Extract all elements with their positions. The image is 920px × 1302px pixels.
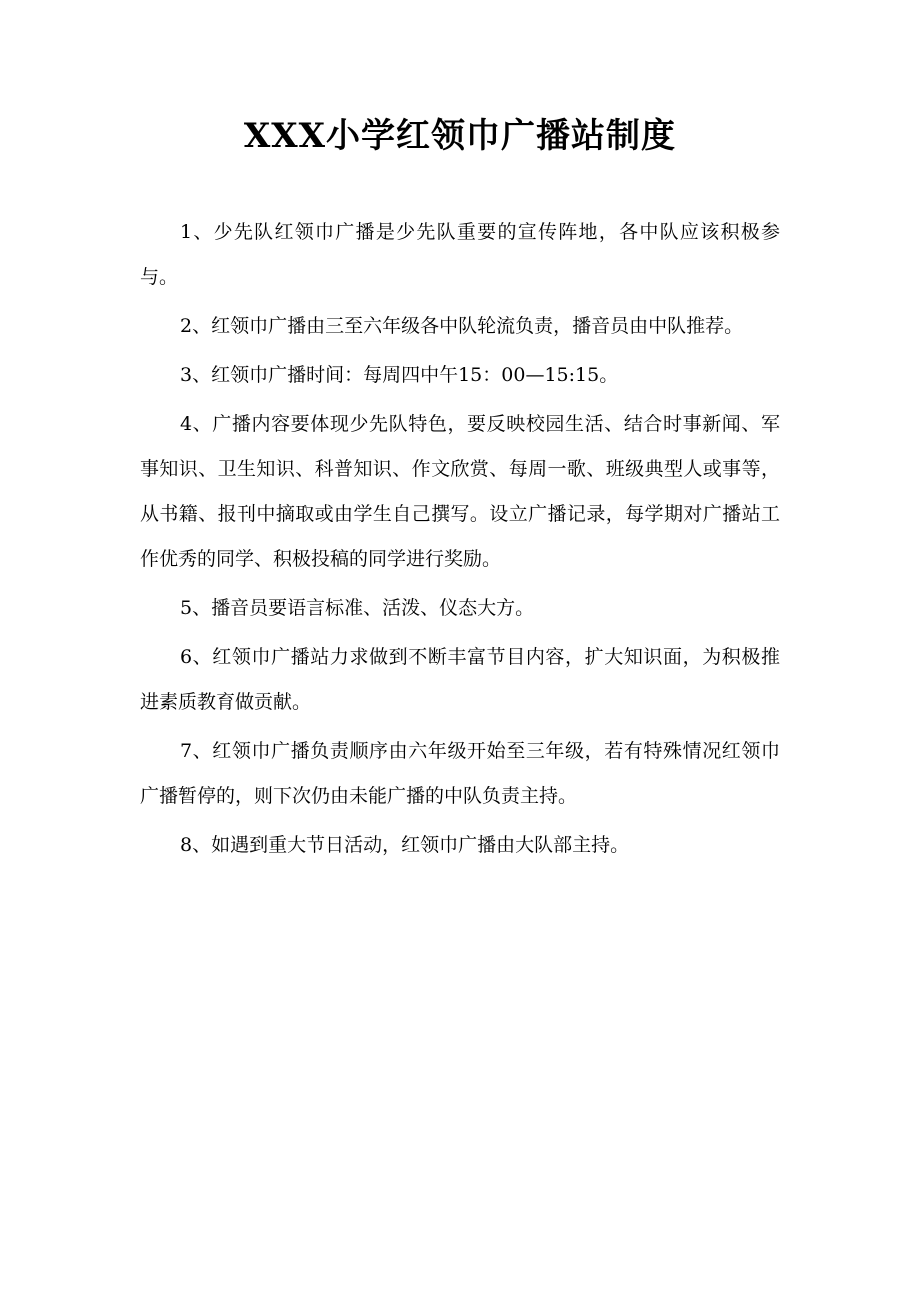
document-body xyxy=(140,210,780,872)
rule-paragraph-6: 6、红领巾广播站力求做到不断丰富节目内容，扩大知识面，为积极推进素质教育做贡献。 xyxy=(140,646,780,713)
rule-paragraph-8: 8、如遇到重大节日活动，红领巾广播由大队部主持。 xyxy=(180,834,630,856)
rule-paragraph-5: 5、播音员要语言标准、活泼、仪态大方。 xyxy=(180,597,535,619)
rule-paragraph-2: 2、红领巾广播由三至六年级各中队轮流负责，播音员由中队推荐。 xyxy=(180,315,744,337)
document-title: XXX小学红领巾广播站制度 xyxy=(243,116,677,156)
rule-paragraph-4: 4、广播内容要体现少先队特色，要反映校园生活、结合时事新闻、军事知识、卫生知识、科普知识、作文欣赏、每周一歌、班级典型人或事等，从书籍、报刊中摘取或由学生自己撰写。设立广播记录，每学期对广播站工作优秀的同学、积极投稿的同学进行奖励。 xyxy=(140,413,780,570)
rule-paragraph-3: 3、红领巾广播时间：每周四中午15：00—15:15。 xyxy=(180,364,619,386)
rule-paragraph-7: 7、红领巾广播负责顺序由六年级开始至三年级，若有特殊情况红领巾广播暂停的，则下次仍由未能广播的中队负责主持。 xyxy=(140,740,780,807)
rule-paragraph-1: 1、少先队红领巾广播是少先队重要的宣传阵地，各中队应该积极参与。 xyxy=(140,221,780,288)
